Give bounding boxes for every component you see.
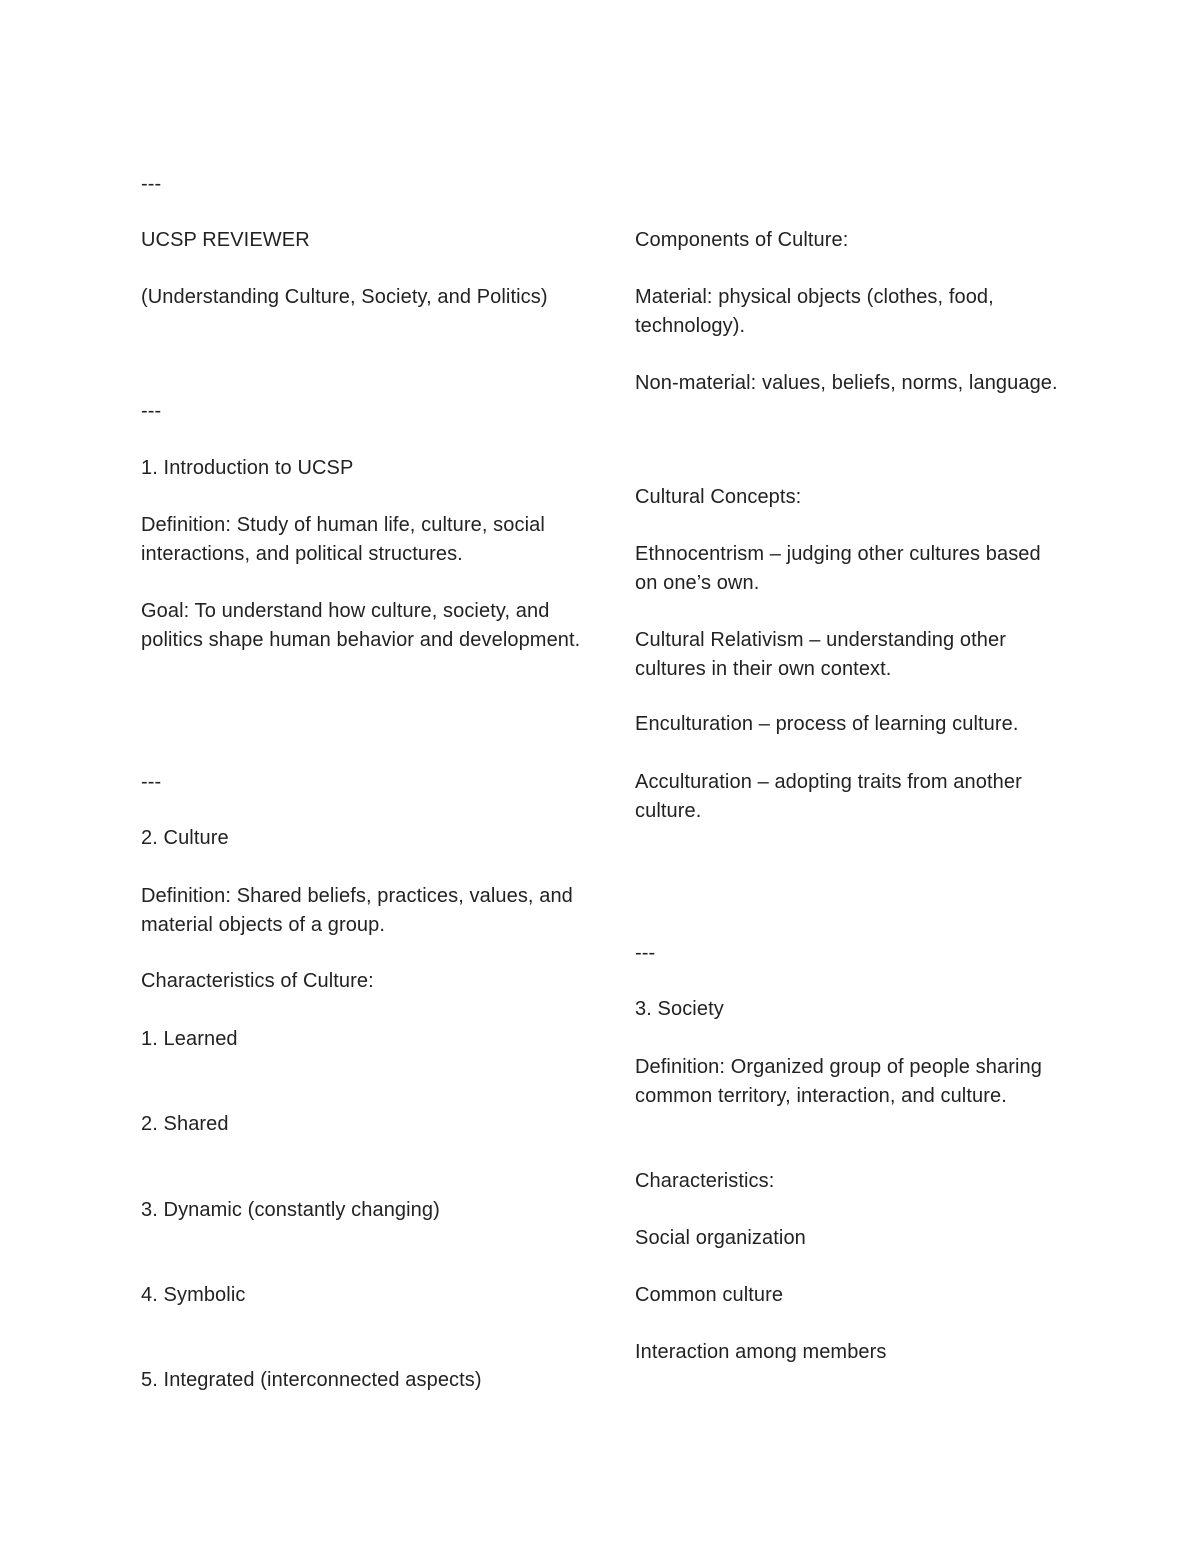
list-item: 5. Integrated (interconnected aspects) bbox=[141, 1369, 482, 1391]
document-subtitle: (Understanding Culture, Society, and Politics) bbox=[141, 286, 548, 308]
material-component: Material: physical objects (clothes, food, technology). bbox=[635, 286, 1000, 337]
concept-cultural-relativism: Cultural Relativism – understanding other cultures in their own context. bbox=[635, 629, 1012, 680]
characteristics-heading: Characteristics of Culture: bbox=[141, 970, 374, 992]
components-heading: Components of Culture: bbox=[635, 229, 849, 251]
section-heading-society: 3. Society bbox=[635, 998, 724, 1020]
list-item: 3. Dynamic (constantly changing) bbox=[141, 1199, 440, 1221]
non-material-component: Non-material: values, beliefs, norms, language. bbox=[635, 372, 1058, 394]
concept-enculturation: Enculturation – process of learning culture. bbox=[635, 713, 1019, 735]
divider: --- bbox=[141, 400, 162, 422]
intro-definition: Definition: Study of human life, culture, social interactions, and political structures. bbox=[141, 514, 551, 565]
divider: --- bbox=[635, 942, 656, 964]
list-item: 2. Shared bbox=[141, 1113, 229, 1135]
divider: --- bbox=[141, 173, 162, 195]
culture-definition: Definition: Shared beliefs, practices, values, and material objects of a group. bbox=[141, 885, 579, 936]
list-item: Interaction among members bbox=[635, 1341, 887, 1363]
concept-ethnocentrism: Ethnocentrism – judging other cultures based on one’s own. bbox=[635, 543, 1047, 594]
society-characteristics-heading: Characteristics: bbox=[635, 1170, 775, 1192]
concept-acculturation: Acculturation – adopting traits from another culture. bbox=[635, 771, 1028, 822]
section-heading-introduction: 1. Introduction to UCSP bbox=[141, 457, 354, 479]
section-heading-culture: 2. Culture bbox=[141, 827, 229, 849]
list-item: Social organization bbox=[635, 1227, 806, 1249]
document-title: UCSP REVIEWER bbox=[141, 229, 310, 251]
divider: --- bbox=[141, 771, 162, 793]
list-item: Common culture bbox=[635, 1284, 784, 1306]
concepts-heading: Cultural Concepts: bbox=[635, 486, 802, 508]
list-item: 4. Symbolic bbox=[141, 1284, 246, 1306]
intro-goal: Goal: To understand how culture, society, and politics shape human behavior and development. bbox=[141, 600, 581, 651]
society-definition: Definition: Organized group of people sharing common territory, interaction, and culture. bbox=[635, 1056, 1048, 1107]
list-item: 1. Learned bbox=[141, 1028, 238, 1050]
